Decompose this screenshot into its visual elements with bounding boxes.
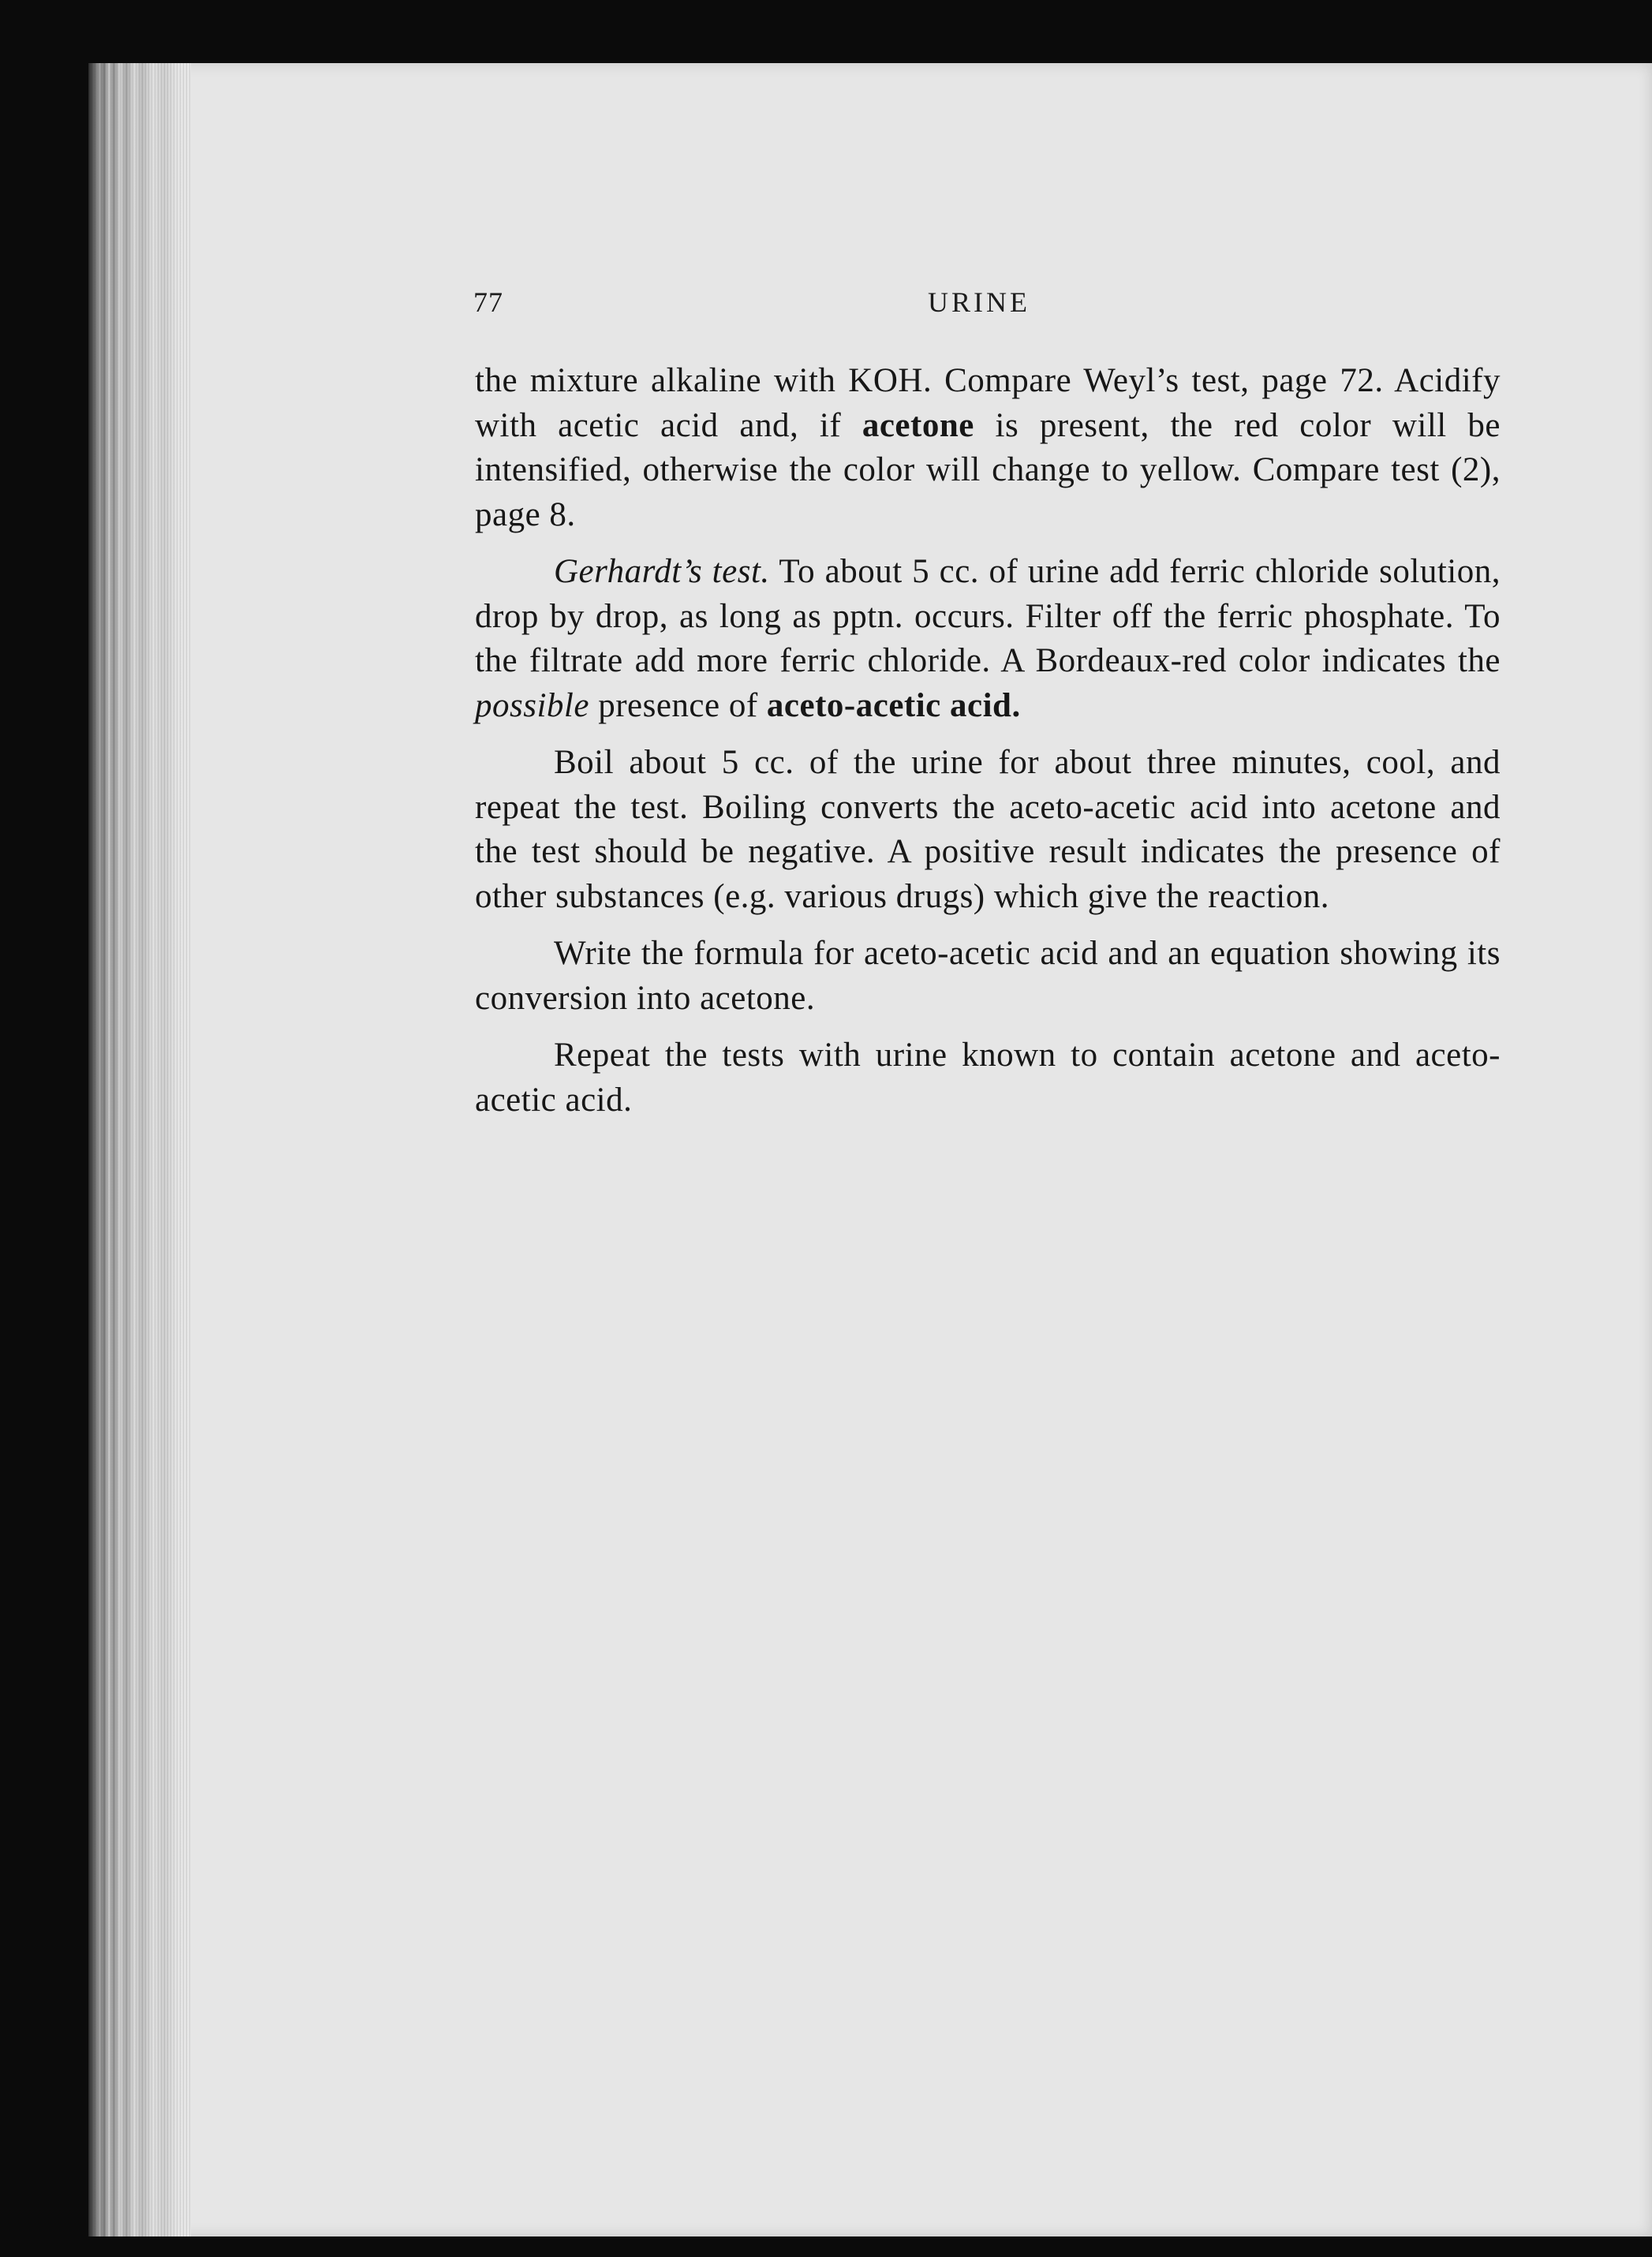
paragraph-2-text-b: To about 5 cc. of urine add ferric chloride solution, drop by drop, as long as pptn. occurs. Filter off the ferric phosphate. To the filtrate add more ferric chloride. A Bordeaux-red color indicates the [475, 553, 1501, 679]
paragraph-3: Boil about 5 cc. of the urine for about three minutes, cool, and repeat the test. Boiling converts the aceto-acetic acid into acetone and the test should be negative. A positive result indicates the presence of other substances (e.g. various drugs) which give the reaction. [475, 744, 1501, 915]
paragraph-5: Repeat the tests with urine known to contain acetone and aceto-acetic acid. [475, 1037, 1501, 1119]
paragraph-1-text-a: the mixture alkaline with KOH. Compare Weyl’s test, page 72. Acidify with acetic acid and, if [475, 362, 1501, 444]
page-number: 77 [473, 286, 503, 318]
paragraph-2-text-d: presence of [589, 686, 767, 724]
paragraph-1 [475, 359, 1501, 537]
gerhardt-test-heading: Gerhardt’s test. [554, 553, 770, 590]
running-head: URINE [928, 286, 1030, 318]
paragraph-2-italic-possible: possible [475, 686, 589, 724]
paragraph-2 [475, 550, 1501, 728]
paragraph-1-text-c: is present, the red color will be intensified, otherwise the color will change to yellow. Compare test (2), page 8. [475, 406, 1501, 533]
paragraph-4: Write the formula for aceto-acetic acid and an equation showing its conversion into acetone. [475, 935, 1501, 1017]
body-text [475, 359, 1501, 1123]
page-binding-edge [88, 63, 191, 2236]
page-header [473, 286, 1499, 325]
paragraph-2-bold-acid: aceto-acetic acid. [766, 686, 1021, 724]
paragraph-1-bold-acetone: acetone [862, 406, 974, 444]
